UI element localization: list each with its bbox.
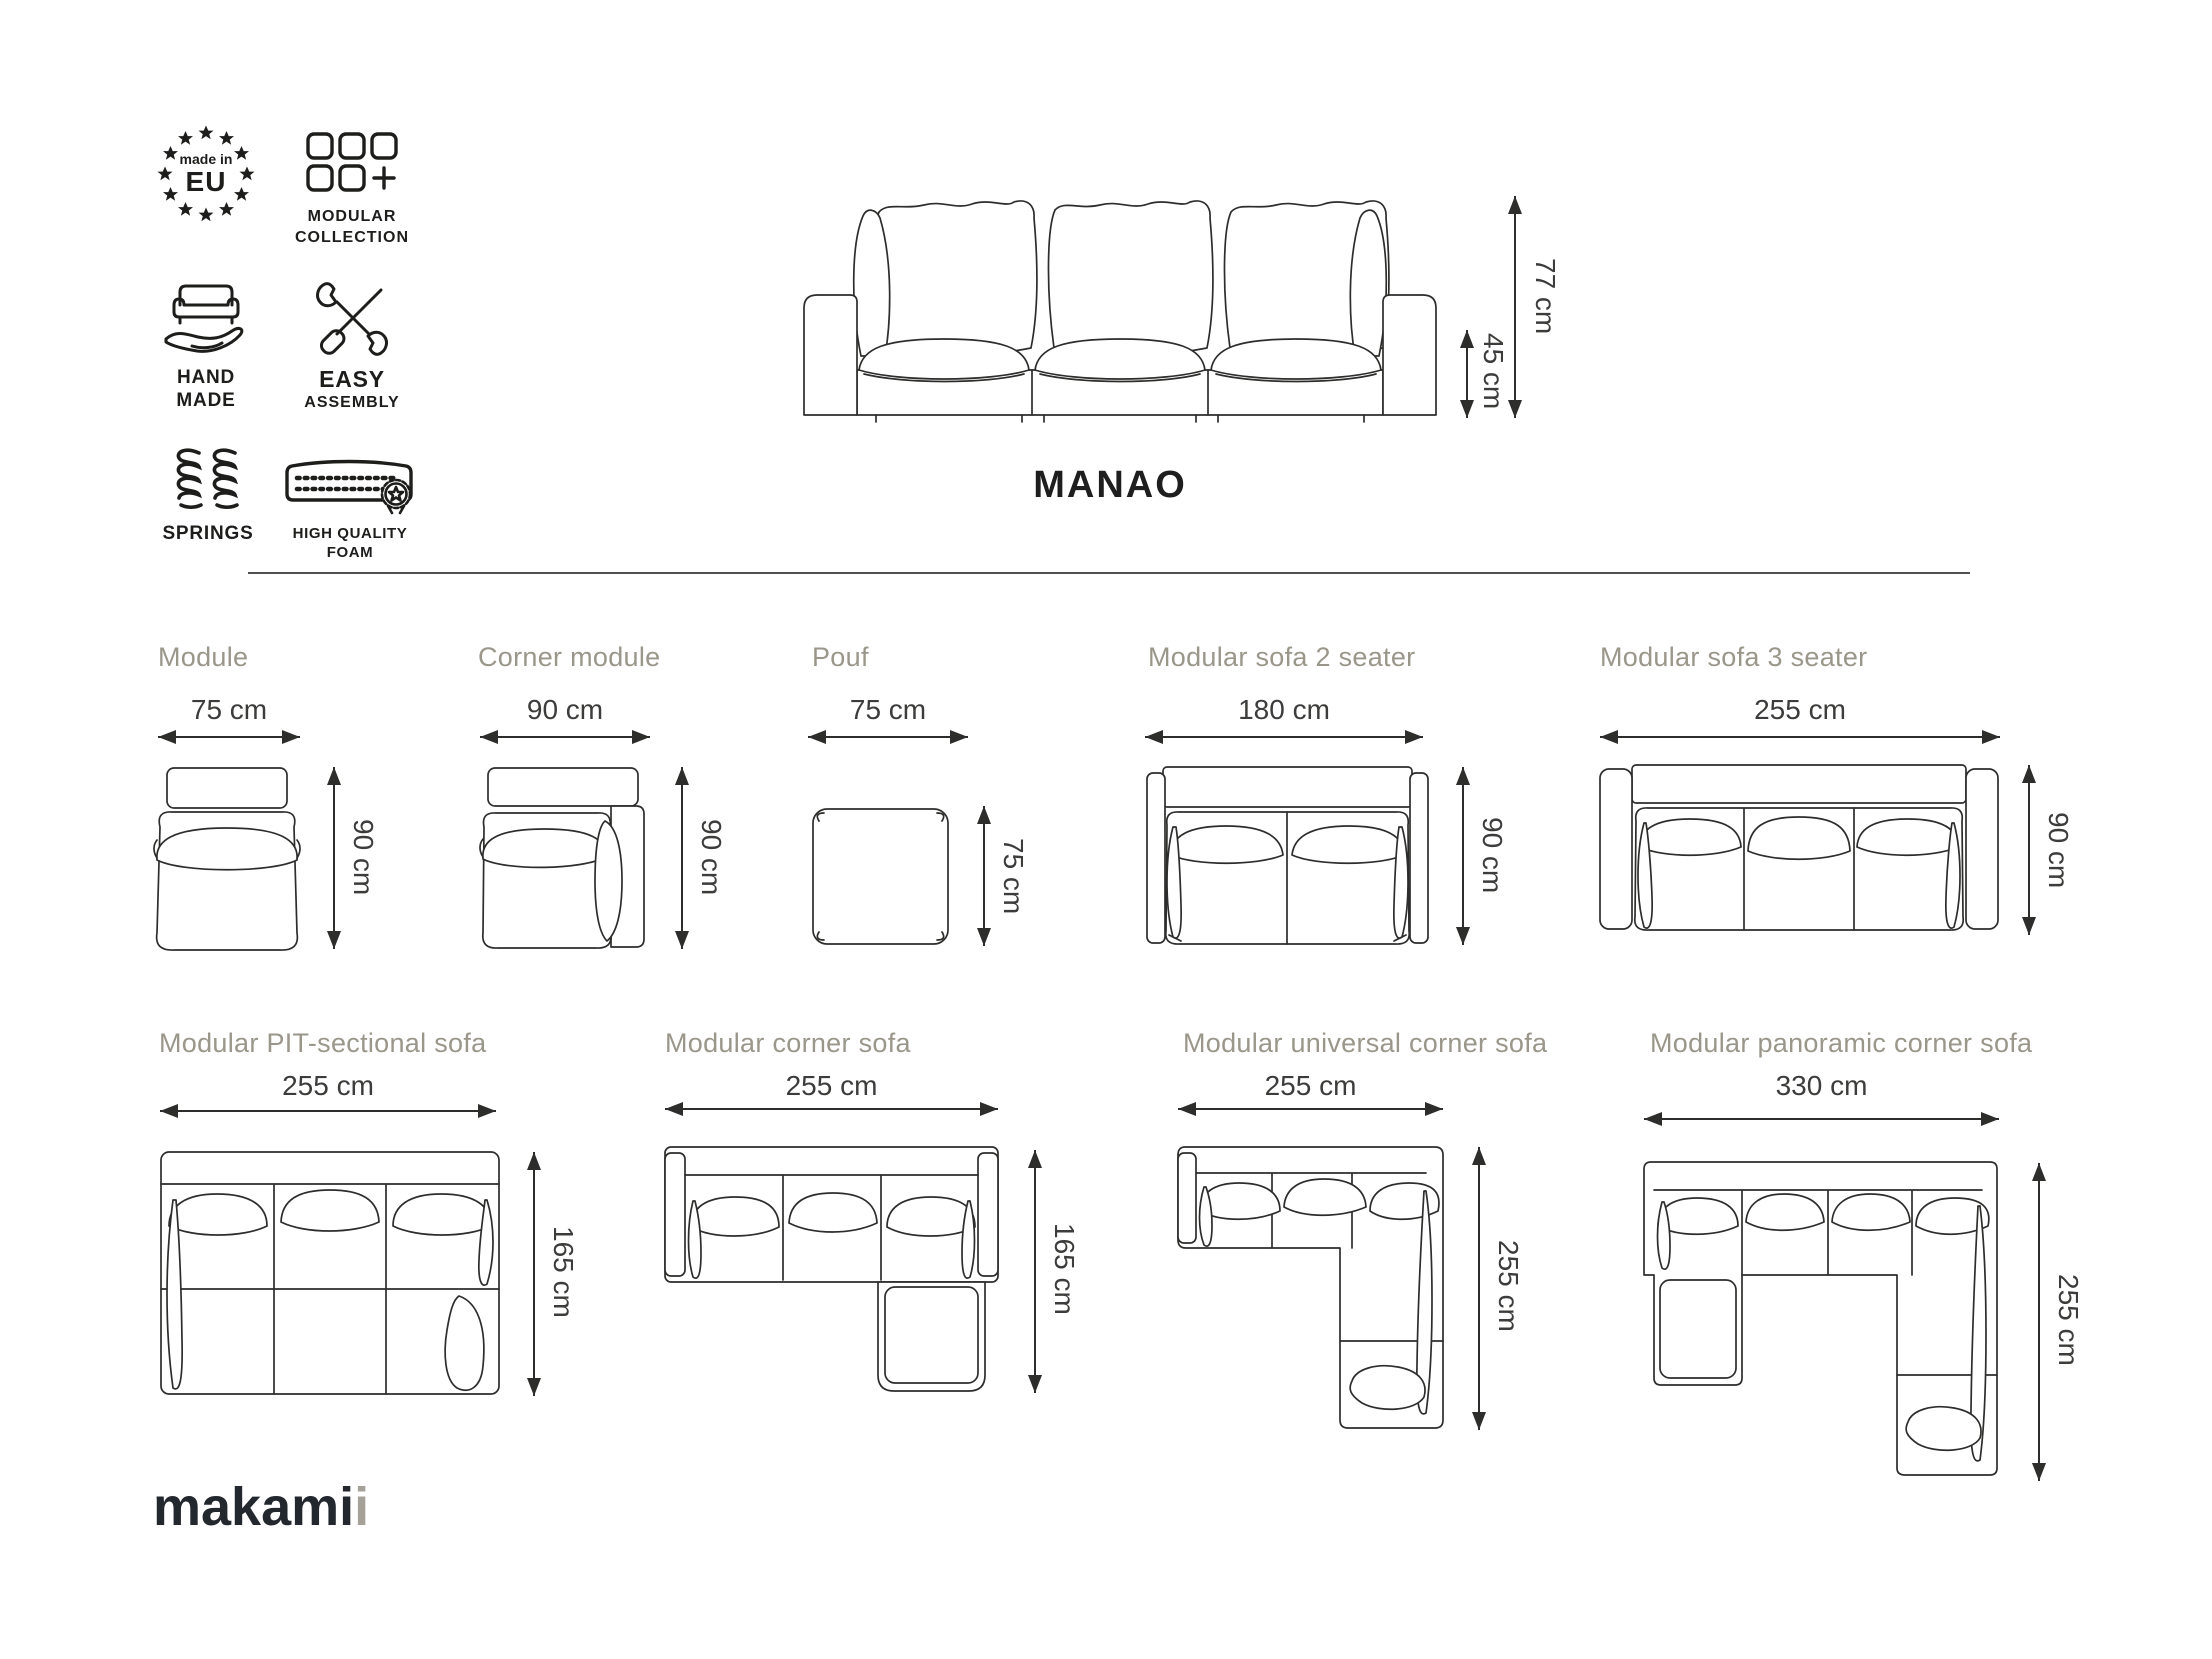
item-title-pouf: Pouf — [812, 642, 869, 672]
item-title-2-seater: Modular sofa 2 seater — [1148, 642, 1416, 672]
panoramic-width-label: 330 cm — [1775, 1070, 1868, 1101]
pit-depth-label: 165 cm — [548, 1226, 579, 1318]
pouf-top-view-drawing — [808, 804, 953, 949]
module-width-arrow — [158, 736, 300, 738]
badge-hand-made — [146, 276, 266, 412]
high-quality-foam-icon — [284, 456, 416, 518]
item-title-module: Module — [158, 642, 249, 672]
3-seater-depth-label: 90 cm — [2043, 812, 2074, 889]
badge-made-in-eu — [152, 120, 260, 228]
pit-width-arrow — [160, 1110, 496, 1112]
logo-accent: i — [354, 1477, 370, 1537]
pit-width-label: 255 cm — [282, 1070, 374, 1101]
corner-sofa-top-view-drawing — [663, 1145, 1000, 1393]
total-height-label: 77 cm — [1530, 258, 1561, 335]
modular-label-line2: COLLECTION — [295, 229, 409, 246]
item-title-universal-corner: Modular universal corner sofa — [1183, 1028, 1548, 1058]
sofa-front-view-drawing — [800, 158, 1440, 436]
corner-module-width-label: 90 cm — [526, 694, 604, 725]
pouf-depth-arrow — [983, 806, 985, 946]
module-width-label: 75 cm — [190, 694, 268, 725]
2-seater-depth-label: 90 cm — [1477, 817, 1508, 894]
made-in-eu-text — [152, 120, 260, 228]
eu-label: EU — [185, 166, 227, 197]
badge-easy-assembly — [292, 280, 412, 413]
universal-depth-arrow — [1478, 1147, 1480, 1430]
divider-line — [248, 572, 1970, 574]
pit-depth-arrow — [533, 1152, 535, 1396]
modular-collection-icon — [306, 132, 398, 196]
item-title-panoramic-corner: Modular panoramic corner sofa — [1650, 1028, 2033, 1058]
2-seater-width-label: 180 cm — [1238, 694, 1330, 725]
panoramic-depth-arrow — [2038, 1163, 2040, 1481]
pouf-depth-label: 75 cm — [998, 838, 1029, 915]
hand-made-label-line2: MADE — [176, 390, 236, 411]
3-seater-depth-arrow — [2028, 765, 2030, 935]
hand-made-label-line1: HAND — [176, 367, 236, 388]
foam-label-line2: FOAM — [326, 544, 374, 561]
hand-made-icon — [158, 276, 254, 358]
product-name: MANAO — [1033, 464, 1187, 506]
corner-sofa-width-label: 255 cm — [785, 1070, 878, 1101]
badge-springs — [148, 446, 268, 545]
seat-height-arrow — [1466, 330, 1468, 418]
universal-corner-top-view-drawing — [1176, 1145, 1446, 1430]
item-title-3-seater: Modular sofa 3 seater — [1600, 642, 1868, 672]
corner-sofa-width-arrow — [665, 1108, 998, 1110]
corner-sofa-depth-label: 165 cm — [1049, 1223, 1080, 1315]
item-title-pit-sectional: Modular PIT-sectional sofa — [159, 1028, 487, 1058]
2-seater-width-arrow — [1145, 736, 1423, 738]
springs-icon — [173, 446, 243, 512]
2-seater-top-view-drawing — [1145, 765, 1430, 947]
item-title-corner-sofa: Modular corner sofa — [665, 1028, 911, 1058]
easy-assembly-label-line1: EASY — [319, 366, 385, 392]
panoramic-corner-top-view-drawing — [1642, 1160, 1999, 1481]
3-seater-width-label: 255 cm — [1754, 694, 1846, 725]
corner-module-width-arrow — [480, 736, 650, 738]
springs-label: SPRINGS — [162, 523, 254, 544]
corner-sofa-depth-arrow — [1034, 1150, 1036, 1393]
easy-assembly-label-line2: ASSEMBLY — [304, 394, 400, 411]
total-height-arrow — [1514, 196, 1516, 418]
module-depth-arrow — [333, 767, 335, 949]
module-top-view-drawing — [152, 765, 302, 955]
item-title-corner-module: Corner module — [478, 642, 661, 672]
panoramic-depth-label: 255 cm — [2053, 1274, 2084, 1366]
universal-depth-label: 255 cm — [1493, 1240, 1524, 1332]
corner-module-top-view-drawing — [478, 765, 648, 955]
universal-width-arrow — [1178, 1108, 1443, 1110]
2-seater-depth-arrow — [1462, 767, 1464, 945]
pouf-width-arrow — [808, 736, 968, 738]
badge-modular-collection — [296, 132, 408, 248]
pouf-width-label: 75 cm — [849, 694, 927, 725]
logo-main: makami — [153, 1477, 355, 1537]
panoramic-width-arrow — [1644, 1118, 1999, 1120]
makamii-logo — [153, 1476, 369, 1538]
3-seater-width-arrow — [1600, 736, 2000, 738]
foam-label-line1: HIGH QUALITY — [292, 525, 408, 542]
seat-height-label: 45 cm — [1478, 333, 1509, 410]
corner-module-depth-arrow — [681, 767, 683, 949]
modular-label-line1: MODULAR — [307, 208, 397, 225]
universal-width-label: 255 cm — [1264, 1070, 1357, 1101]
made-in-label: made in — [179, 151, 233, 167]
3-seater-top-view-drawing — [1598, 763, 2000, 935]
easy-assembly-icon — [313, 280, 391, 358]
corner-module-depth-label: 90 cm — [696, 819, 727, 896]
badge-high-quality-foam — [280, 456, 420, 562]
pit-sectional-top-view-drawing — [159, 1150, 501, 1396]
module-depth-label: 90 cm — [348, 819, 379, 896]
